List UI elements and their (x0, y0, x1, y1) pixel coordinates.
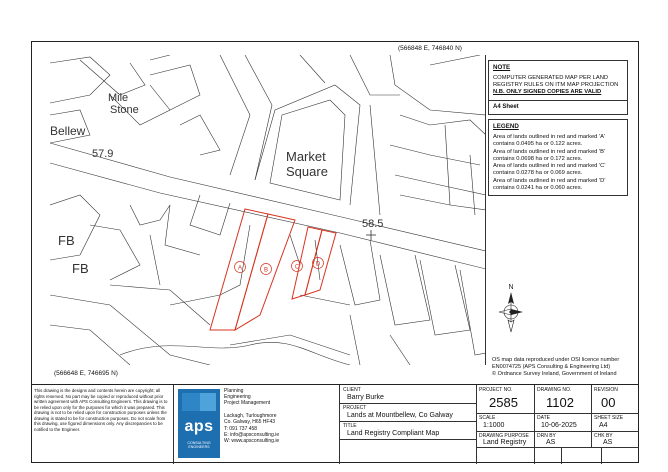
company-address: Lackagh, Turloughmore Co. Galway, H65 HF43 T: 091 737 458 E: info@apsconsulting.ie W: www.apsconsulting.ie (224, 413, 280, 445)
project-label: PROJECT (343, 405, 367, 411)
drawing-no-value: 1102 (546, 395, 574, 410)
title-block (31, 384, 639, 463)
spot-height-579: 57.9 (92, 148, 114, 160)
checked-by-label: CHK BY (594, 433, 613, 439)
company-info (174, 385, 340, 464)
label-bellew: Bellew (50, 124, 86, 138)
plot-label-a: A (237, 265, 243, 272)
drawing-purpose-label: DRAWING PURPOSE (479, 433, 529, 439)
note-heading: NOTE (493, 64, 511, 71)
client-label: CLIENT (343, 387, 361, 393)
sheet-size-value: A4 (599, 422, 608, 429)
label-mile: Mile (108, 92, 129, 104)
aps-logo: aps CONSULTING ENGINEERS (178, 389, 220, 458)
label-market: Market (286, 149, 326, 164)
sheet-size-label: SHEET SIZE (594, 415, 624, 421)
scale-label: SCALE (479, 415, 496, 421)
client-value: Barry Burke (347, 394, 384, 401)
note-text: COMPUTER GENERATED MAP PER LAND REGISTRY RULES ON ITM MAP PROJECTION N.B. ONLY SIGNED COPIES ARE VALID (493, 74, 619, 96)
drawing-purpose-value: Land Registry (483, 439, 527, 446)
legend-heading: LEGEND (493, 123, 519, 131)
legend-box (488, 119, 628, 196)
label-square: Square (286, 164, 328, 179)
road-edge-north (50, 143, 486, 251)
revision-label: REVISION (594, 387, 618, 393)
scale-value: 1:1000 (483, 422, 505, 429)
project-value: Lands at Mountbellew, Co Galway (347, 412, 453, 419)
copyright-disclaimer: This drawing is the designs and contents herein are copyright; all rights reserved. No part may be copied or reproduced without prior written agreement with APS Consulting Engineers. This drawing is to be relied upon only for the purposes for which it was prepared. This drawing is not to be relied upon for construction purposes unless the drawing is stated to be for construction purposes. Do not scale from this drawing, use figured dimensions only. Any discrepancies to be notified to the Engineer. (31, 385, 174, 464)
north-arrow-icon (497, 282, 525, 342)
date-label: DATE (537, 415, 550, 421)
coordinate-ne: (566848 E, 746840 N) (398, 45, 462, 52)
title-value: Land Registry Compliant Map (347, 430, 440, 437)
note-sheet: A4 Sheet (489, 100, 627, 112)
label-fb-1: FB (58, 233, 75, 248)
plot-label-c: C (294, 264, 300, 271)
map-area (50, 55, 486, 365)
label-stone: Stone (110, 104, 139, 116)
side-panel (488, 60, 628, 200)
label-fb-2: FB (72, 261, 89, 276)
project-no-label: PROJECT NO. (479, 387, 513, 393)
drawn-by-value: AS (546, 439, 556, 446)
project-no-value: 2585 (489, 395, 518, 410)
drawing-no-label: DRAWING NO. (537, 387, 572, 393)
title-label: TITLE (343, 423, 357, 429)
legend-line-d: Area of lands outlined in red and marked 'D' contains 0.0241 ha or 0.060 acres. (493, 177, 606, 192)
legend-line-a: Area of lands outlined in red and marked 'A' contains 0.0495 ha or 0.122 acres. (493, 134, 606, 148)
road-edge-south (50, 163, 486, 269)
osi-licence: OS map data reproduced under OSI licence number EN0074725 (APS Consulting & Engineering Ltd) © Ordnance Survey Ireland, Government of Ireland (492, 357, 620, 377)
coordinate-sw: (566648 E, 746695 N) (54, 370, 118, 377)
legend-line-c: Area of lands outlined in red and marked 'C' contains 0.0278 ha or 0.069 acres. (493, 163, 606, 177)
plot-label-b: B (263, 267, 269, 274)
services-list: Planning Engineering Project Management (224, 388, 271, 407)
spot-height-585: 58.5 (362, 218, 384, 230)
plot-label-d: D (315, 261, 321, 268)
drawn-by-label: DRN BY (537, 433, 556, 439)
date-value: 10-06-2025 (541, 422, 577, 429)
legend-line-b: Area of lands outlined in red and marked 'B' contains 0.0698 ha or 0.172 acres. (493, 148, 606, 162)
north-label: N (508, 284, 514, 291)
map-drawing (50, 55, 486, 365)
note-signed-warning: N.B. ONLY SIGNED COPIES ARE VALID (493, 89, 602, 96)
plot-d-outline (305, 230, 336, 295)
revision-value: 00 (601, 395, 616, 410)
note-box (488, 60, 628, 115)
checked-by-value: AS (603, 439, 613, 446)
